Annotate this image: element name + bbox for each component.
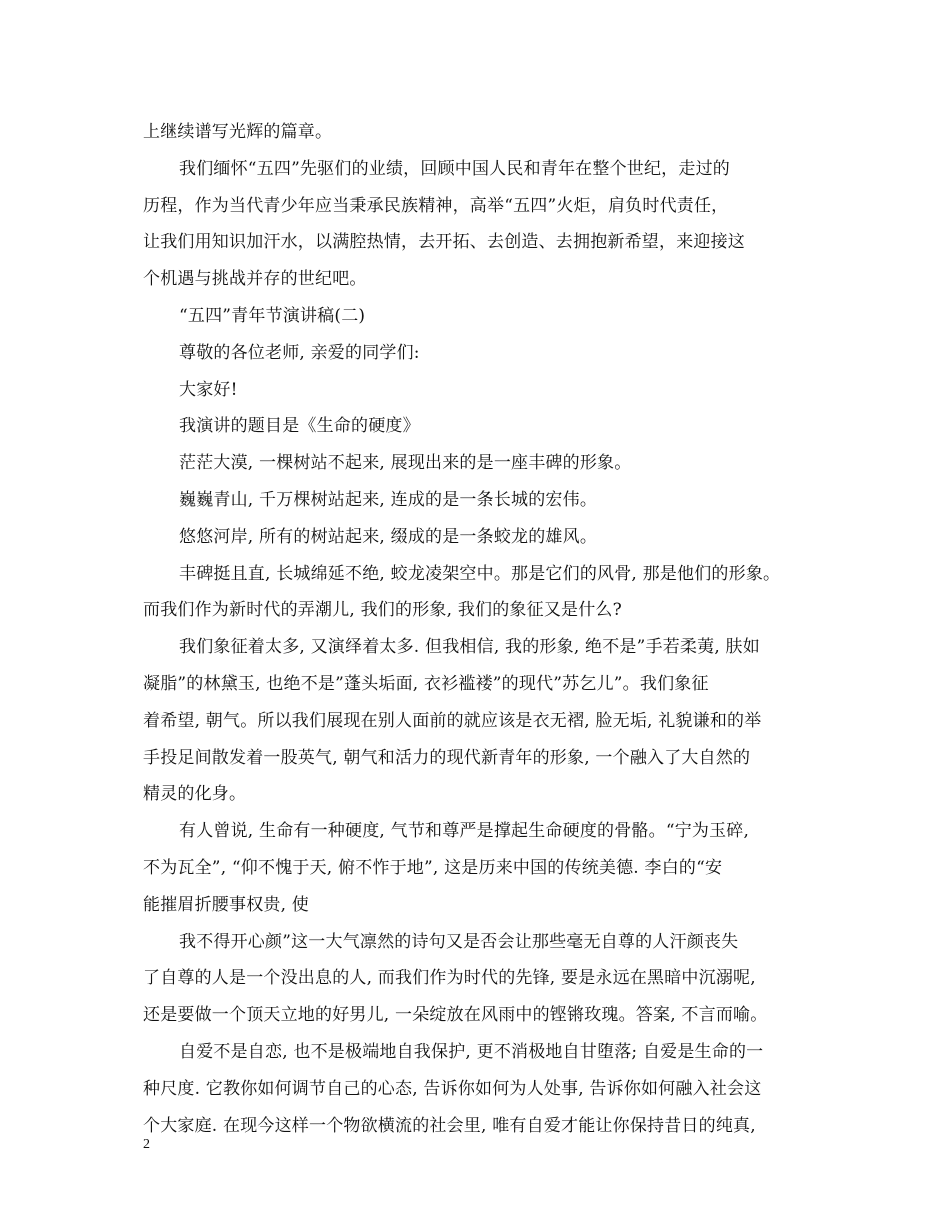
text-line: 我演讲的题目是《生命的硬度》 bbox=[179, 416, 420, 437]
text-line: 让我们用知识加汗水，以满腔热情，去开拓、去创造、去拥抱新希望，来迎接这 bbox=[143, 232, 745, 253]
text-line: 丰碑挺且直, 长城绵延不绝, 蛟龙凌架空中。那是它们的风骨, 那是他们的形象。 bbox=[179, 563, 781, 584]
text-line: 有人曾说, 生命有一种硬度, 气节和尊严是撑起生命硬度的骨骼。“宁为玉碎, bbox=[179, 821, 750, 842]
text-line: 能摧眉折腰事权贵, 使 bbox=[143, 894, 310, 915]
text-line: 悠悠河岸, 所有的树站起来, 缀成的是一条蛟龙的雄风。 bbox=[179, 526, 598, 547]
text-line: 我不得开心颜”这一大气凛然的诗句又是否会让那些毫无自尊的人汗颜丧失 bbox=[179, 931, 739, 952]
text-line: 手投足间散发着一股英气, 朝气和活力的现代新青年的形象, 一个融入了大自然的 bbox=[143, 747, 751, 768]
text-line: 上继续谱写光辉的篇章。 bbox=[143, 122, 333, 142]
text-line: 巍巍青山, 千万棵树站起来, 连成的是一条长城的宏伟。 bbox=[179, 489, 598, 510]
text-line: 大家好! bbox=[179, 379, 238, 400]
text-line: 着希望, 朝气。所以我们展现在别人面前的就应该是衣无褶, 脸无垢, 礼貌谦和的举 bbox=[143, 710, 762, 731]
text-line: 尊敬的各位老师, 亲爱的同学们: bbox=[179, 342, 420, 363]
text-line: 个机遇与挑战并存的世纪吧。 bbox=[143, 269, 367, 290]
text-line: 茫茫大漠, 一棵树站不起来, 展现出来的是一座丰碑的形象。 bbox=[179, 453, 632, 474]
page-number: 2 bbox=[143, 1137, 150, 1152]
text-line: 不为瓦全”, “仰不愧于天, 俯不怍于地”, 这是历来中国的传统美德. 李白的“安 bbox=[143, 857, 723, 878]
text-line: 还是要做一个顶天立地的好男儿, 一朵绽放在风雨中的铿锵玫瑰。答案, 不言而喻。 bbox=[143, 1005, 768, 1026]
text-line: 而我们作为新时代的弄潮儿, 我们的形象, 我们的象征又是什么? bbox=[143, 600, 622, 621]
text-line: 历程，作为当代青少年应当秉承民族精神，高举“五四”火炬，肩负时代责任， bbox=[143, 195, 729, 216]
text-line: 了自尊的人是一个没出息的人, 而我们作为时代的先锋, 要是永远在黑暗中沉溺呢, bbox=[143, 968, 756, 989]
text-line: 精灵的化身。 bbox=[143, 784, 247, 805]
text-line: 我们象征着太多, 又演绎着太多. 但我相信, 我的形象, 绝不是”手若柔荑, 肤如 bbox=[179, 637, 760, 658]
text-line: 自爱不是自恋, 也不是极端地自我保护, 更不消极地自甘堕落; 自爱是生命的一 bbox=[179, 1041, 764, 1062]
text-line: 凝脂”的林黛玉, 也绝不是”蓬头垢面, 衣衫褴褛”的现代”苏乞儿”。我们象征 bbox=[143, 673, 709, 694]
text-line: 个大家庭. 在现今这样一个物欲横流的社会里, 唯有自爱才能让你保持昔日的纯真, bbox=[143, 1115, 756, 1136]
body-text bbox=[143, 114, 808, 1144]
text-line: “五四”青年节演讲稿(二) bbox=[179, 305, 366, 326]
text-line: 种尺度. 它教你如何调节自己的心态, 告诉你如何为人处事, 告诉你如何融入社会这 bbox=[143, 1078, 762, 1099]
text-line: 我们缅怀“五四”先驱们的业绩，回顾中国人民和青年在整个世纪，走过的 bbox=[179, 158, 730, 179]
